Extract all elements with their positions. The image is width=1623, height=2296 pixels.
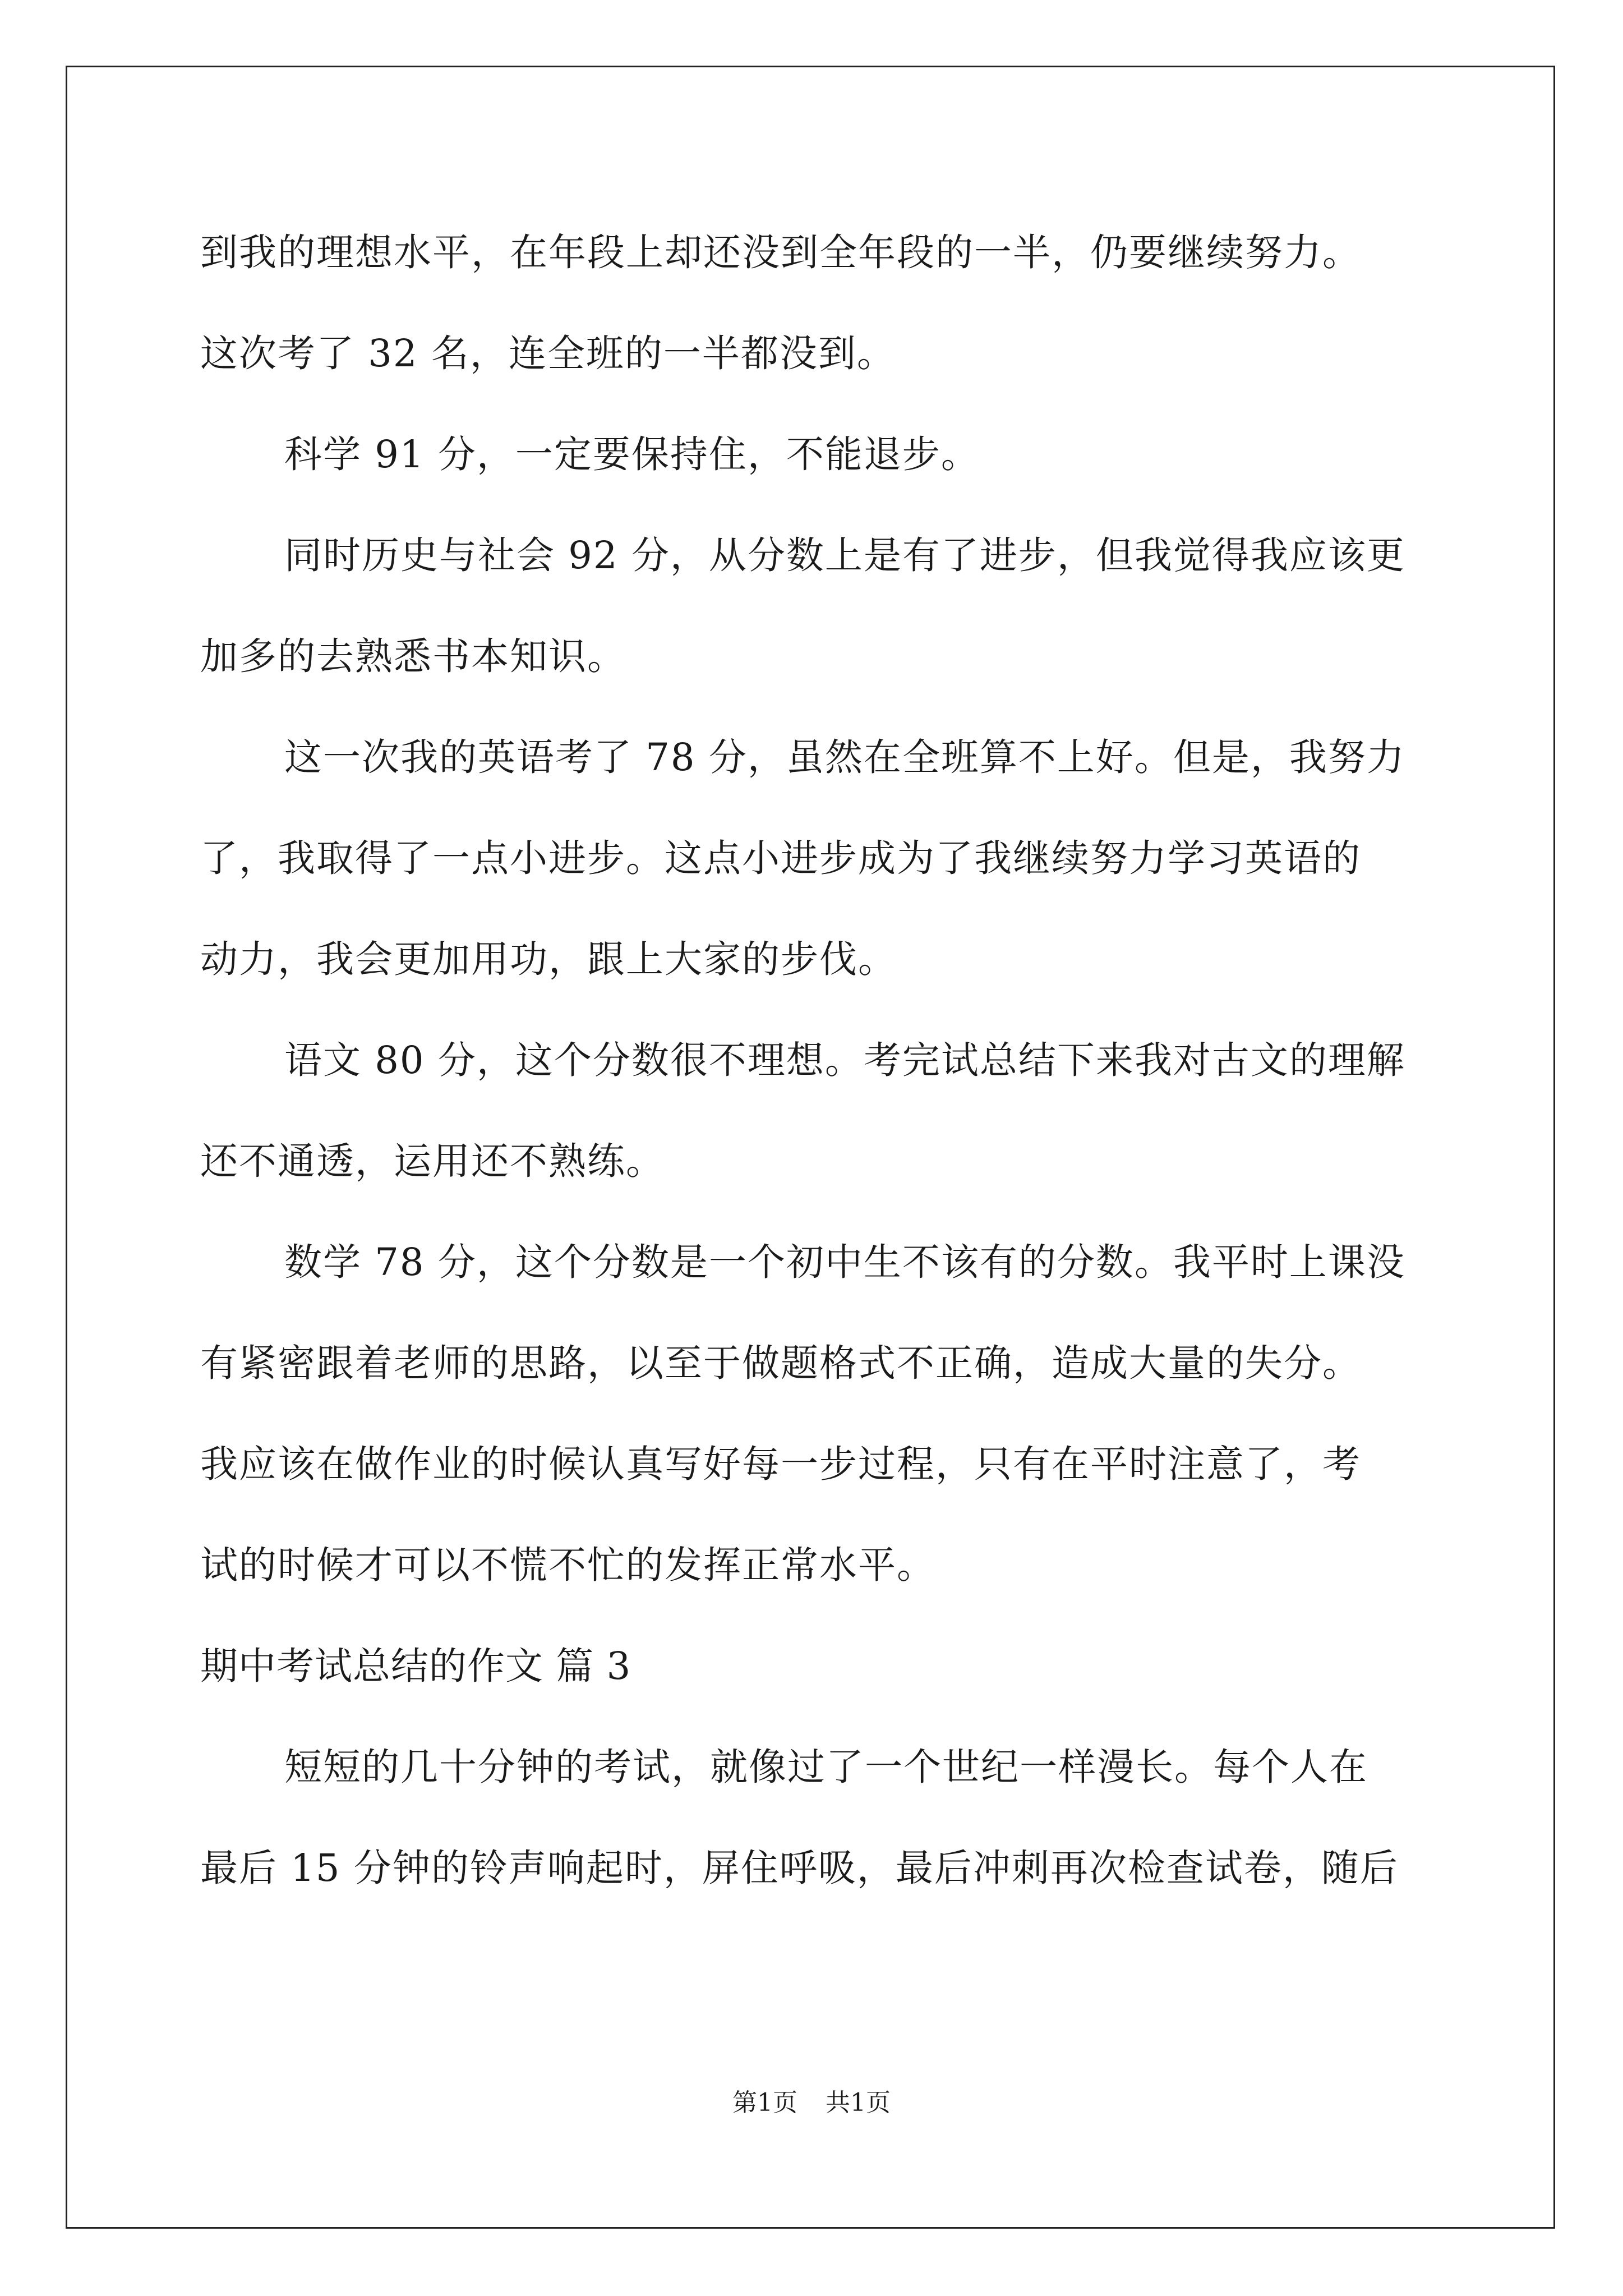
text-line-5: 加多的去熟悉书本知识。 — [200, 634, 626, 678]
text-line-10: 还不通透，运用还不熟练。 — [200, 1139, 665, 1183]
document-body — [200, 202, 1428, 1918]
page-footer — [0, 2082, 1623, 2118]
text-line-13: 我应该在做作业的时候认真写好每一步过程，只有在平时注意了，考 — [200, 1442, 1361, 1486]
text-line-8: 动力，我会更加用功，跟上大家的步伐。 — [200, 937, 897, 981]
text-line-11: 数学 78 分，这个分数是一个初中生不该有的分数。我平时上课没 — [284, 1240, 1405, 1284]
text-line-6: 这一次我的英语考了 78 分，虽然在全班算不上好。但是，我努力 — [284, 735, 1405, 779]
text-line-9: 语文 80 分，这个分数很不理想。考完试总结下来我对古文的理解 — [284, 1038, 1405, 1082]
page-number-total: 共1页 — [826, 2088, 891, 2117]
text-line-7: 了，我取得了一点小进步。这点小进步成为了我继续努力学习英语的 — [200, 836, 1361, 880]
text-line-16: 短短的几十分钟的考试，就像过了一个世纪一样漫长。每个人在 — [284, 1745, 1368, 1789]
text-line-2: 这次考了 32 名，连全班的一半都没到。 — [200, 332, 896, 375]
text-line-12: 有紧密跟着老师的思路，以至于做题格式不正确，造成大量的失分。 — [200, 1341, 1361, 1385]
text-line-17: 最后 15 分钟的铃声响起时，屏住呼吸，最后冲刺再次检查试卷，随后 — [200, 1846, 1399, 1890]
page-number-current: 第1页 — [732, 2088, 797, 2117]
text-line-4: 同时历史与社会 92 分，从分数上是有了进步，但我觉得我应该更 — [284, 533, 1405, 577]
section-heading: 期中考试总结的作文 篇 3 — [200, 1644, 631, 1688]
text-line-3: 科学 91 分，一定要保持住，不能退步。 — [284, 432, 980, 476]
text-line-14: 试的时候才可以不慌不忙的发挥正常水平。 — [200, 1543, 935, 1587]
text-line-1: 到我的理想水平，在年段上却还没到全年段的一半，仍要继续努力。 — [200, 231, 1361, 274]
